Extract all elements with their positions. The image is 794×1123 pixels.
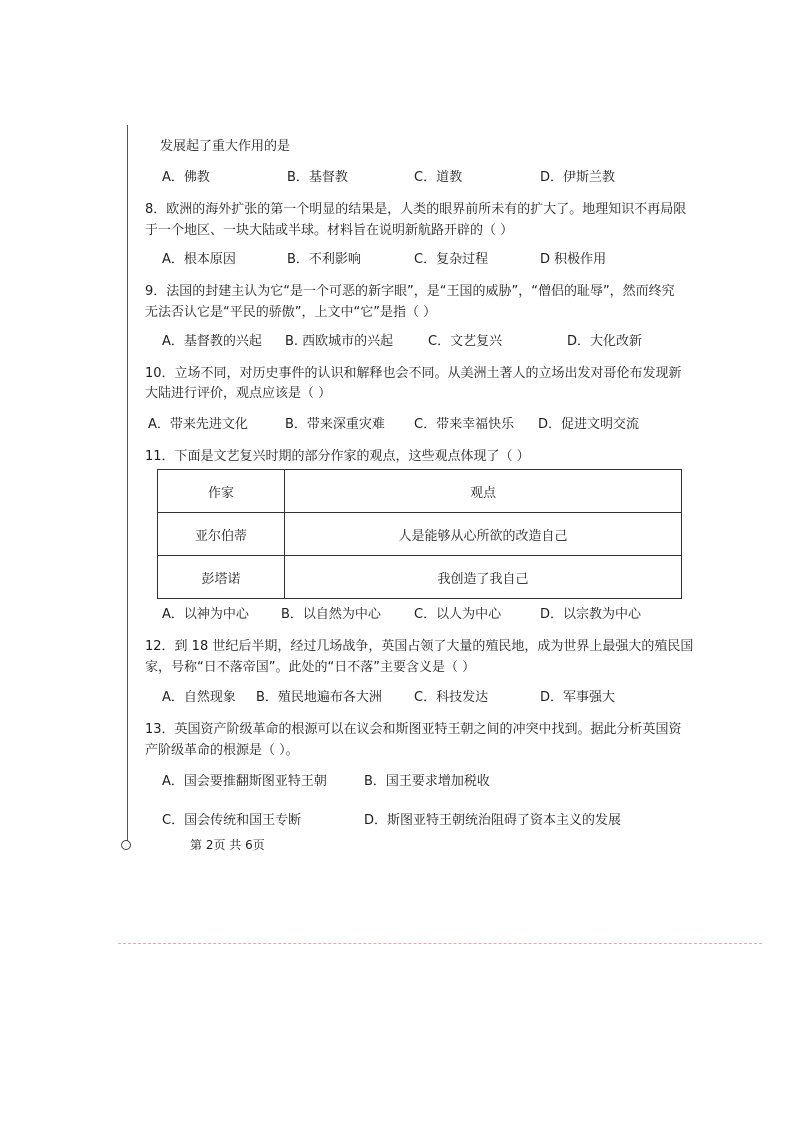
q12-option-c[interactable]: C．科技发达 [414, 690, 489, 705]
q7-option-a[interactable]: A．佛教 [162, 170, 210, 185]
q7-text: 发展起了重大作用的是 [160, 139, 291, 154]
q10-line1: 10．立场不同，对历史事件的认识和解释也会不同。从美洲土著人的立场出发对哥伦布发现新 [145, 366, 682, 381]
q11-option-d[interactable]: D．以宗教为中心 [540, 607, 642, 622]
table-cell-view: 我创造了我自己 [284, 556, 681, 599]
q13-option-a[interactable]: A．国会要推翻斯图亚特王朝 [162, 774, 327, 789]
q10-option-c[interactable]: C．带来幸福快乐 [414, 417, 515, 432]
q10-option-a[interactable]: A．带来先进文化 [148, 417, 248, 432]
q10-option-b[interactable]: B．带来深重灾难 [285, 417, 385, 432]
q8-option-d[interactable]: D 积极作用 [540, 252, 607, 267]
q13-option-d[interactable]: D．斯图亚特王朝统治阻碍了资本主义的发展 [364, 813, 622, 828]
table-cell-view: 人是能够从心所欲的改造自己 [284, 513, 681, 556]
q11-option-a[interactable]: A．以神为中心 [162, 607, 249, 622]
q8-option-b[interactable]: B．不利影响 [287, 252, 361, 267]
q13-option-b[interactable]: B．国王要求增加税收 [364, 774, 490, 789]
q9-option-d[interactable]: D．大化改新 [567, 334, 643, 349]
q9-line1: 9．法国的封建主认为它“是一个可恶的新字眼”，是“王国的威胁”，“僧侣的耻辱”，然而终究 [145, 284, 675, 299]
q9-option-a[interactable]: A．基督教的兴起 [162, 334, 262, 349]
q8-option-c[interactable]: C．复杂过程 [414, 252, 489, 267]
q11-option-c[interactable]: C．以人为中心 [414, 607, 502, 622]
table-header-view: 观点 [284, 470, 681, 513]
q9-option-c[interactable]: C．文艺复兴 [428, 334, 503, 349]
q12-option-b[interactable]: B．殖民地遍布各大洲 [256, 690, 382, 705]
q11-text: 11．下面是文艺复兴时期的部分作家的观点，这些观点体现了（ ） [145, 449, 530, 464]
q8-option-a[interactable]: A．根本原因 [162, 252, 236, 267]
table-row [158, 513, 682, 556]
cut-line-divider [118, 943, 762, 944]
table-header-author: 作家 [158, 470, 285, 513]
q9-line2: 无法否认它是“平民的骄傲”，上文中“它”是指（ ） [145, 305, 437, 320]
q13-line1: 13．英国资产阶级革命的根源可以在议会和斯图亚特王朝之间的冲突中找到。据此分析英国资 [145, 722, 682, 737]
q8-line2: 于一个地区、一块大陆或半球。材料旨在说明新航路开辟的（ ） [145, 223, 514, 238]
q13-option-c[interactable]: C．国会传统和国王专断 [162, 813, 302, 828]
q11-option-b[interactable]: B．以自然为中心 [281, 607, 381, 622]
table-row [158, 556, 682, 599]
table-cell-author: 亚尔伯蒂 [158, 513, 285, 556]
q10-line2: 大陆进行评价，观点应该是（ ） [145, 386, 332, 401]
q7-option-c[interactable]: C．道教 [414, 170, 463, 185]
q12-option-d[interactable]: D．军事强大 [540, 690, 616, 705]
q12-line1: 12．到 18 世纪后半期，经过几场战争，英国占领了大量的殖民地，成为世界上最强大的殖民国 [145, 639, 694, 654]
q12-line2: 家，号称“日不落帝国”。此处的“日不落”主要含义是（ ） [145, 660, 476, 675]
margin-rule [127, 125, 128, 841]
authors-views-table [157, 469, 682, 599]
q7-option-d[interactable]: D．伊斯兰教 [540, 170, 616, 185]
binding-hole-icon [121, 840, 131, 850]
q12-option-a[interactable]: A．自然现象 [162, 690, 236, 705]
q9-option-b[interactable]: B. 西欧城市的兴起 [285, 334, 394, 349]
q8-line1: 8．欧洲的海外扩张的第一个明显的结果是，人类的眼界前所未有的扩大了。地理知识不再局限 [145, 202, 687, 217]
table-header-row [158, 470, 682, 513]
page-number: 第 2页 共 6页 [190, 838, 265, 852]
q7-option-b[interactable]: B．基督教 [287, 170, 348, 185]
table-cell-author: 彭塔诺 [158, 556, 285, 599]
q10-option-d[interactable]: D．促进文明交流 [538, 417, 640, 432]
q13-line2: 产阶级革命的根源是（ ）。 [145, 743, 299, 758]
